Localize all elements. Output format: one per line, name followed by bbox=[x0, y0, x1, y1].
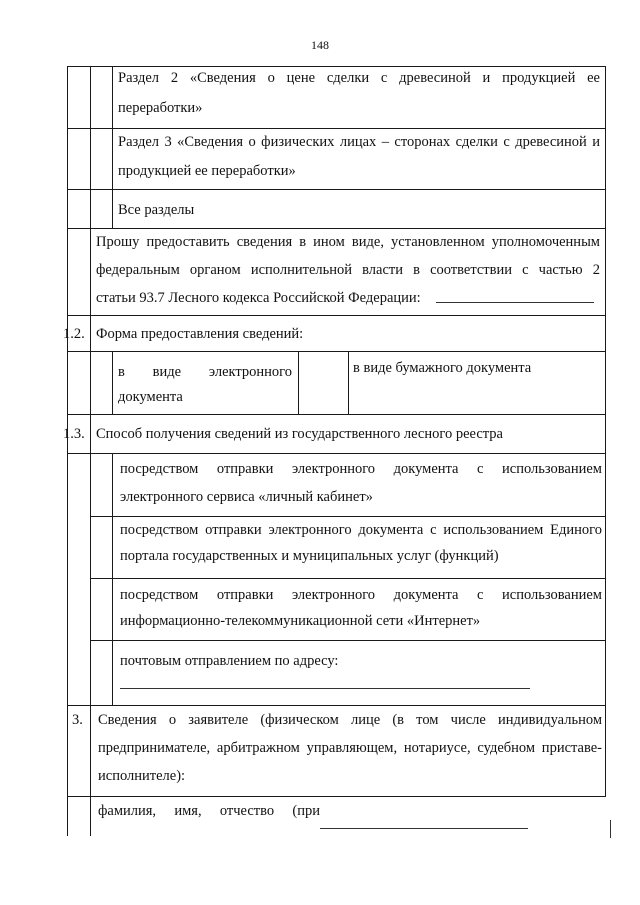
electronic-option-line1: в виде электронного bbox=[118, 364, 292, 380]
electronic-checkbox[interactable] bbox=[298, 352, 348, 413]
row-divider bbox=[67, 315, 606, 316]
mail-address-input[interactable] bbox=[120, 688, 530, 689]
checkbox-column bbox=[348, 351, 349, 414]
checkbox-column bbox=[112, 66, 113, 229]
all-sections: Все разделы bbox=[118, 202, 195, 218]
applicant-line2: предпринимателе, арбитражном управляющем, нотариусе, судебном приставе- bbox=[98, 740, 602, 756]
row-divider bbox=[67, 414, 606, 415]
internet-option-line1: посредством отправки электронного документа с использованием bbox=[120, 587, 602, 603]
border-left bbox=[67, 66, 68, 836]
row-divider bbox=[90, 640, 606, 641]
paper-option: в виде бумажного документа bbox=[353, 360, 532, 376]
checkbox-column bbox=[112, 351, 113, 414]
portal-option-line2: портала государственных и муниципальных услуг (функций) bbox=[120, 548, 499, 564]
item-number-1-3: 1.3. bbox=[63, 426, 85, 442]
applicant-line1: Сведения о заявителе (физическом лице (в том числе индивидуальном bbox=[98, 712, 602, 728]
cabinet-option-line1: посредством отправки электронного документа с использованием bbox=[120, 461, 602, 477]
section3-line1: Раздел 3 «Сведения о физических лицах – сторонах сделки с древесиной и bbox=[118, 134, 600, 150]
other-form-input[interactable] bbox=[436, 302, 594, 303]
item-number-1-2: 1.2. bbox=[63, 326, 85, 342]
page-number: 148 bbox=[311, 38, 329, 52]
fio-input[interactable] bbox=[320, 828, 528, 829]
form-title: Форма предоставления сведений: bbox=[96, 326, 304, 342]
fio-label: фамилия, имя, отчество (при bbox=[98, 803, 320, 819]
applicant-line3: исполнителе): bbox=[98, 768, 186, 784]
other-form-line2: федеральным органом исполнительной власти в соответствии с частью 2 bbox=[96, 262, 600, 278]
item-number-3: 3. bbox=[72, 712, 83, 728]
mail-option: почтовым отправлением по адресу: bbox=[120, 653, 339, 669]
column-divider bbox=[90, 66, 91, 836]
section2-line1: Раздел 2 «Сведения о цене сделки с древесиной и продукцией ее bbox=[118, 70, 600, 86]
row-divider bbox=[90, 578, 606, 579]
other-form-line1: Прошу предоставить сведения в ином виде, установленном уполномоченным bbox=[96, 234, 600, 250]
portal-option-line1: посредством отправки электронного документа с использованием Единого bbox=[120, 522, 602, 538]
cabinet-option-line2: электронного сервиса «личный кабинет» bbox=[120, 489, 373, 505]
scan-mark bbox=[610, 820, 611, 838]
border-right bbox=[605, 66, 606, 796]
section2-line2: переработки» bbox=[118, 100, 203, 116]
electronic-option-line2: документа bbox=[118, 389, 183, 405]
section3-line2: продукцией ее переработки» bbox=[118, 163, 296, 179]
internet-option-line2: информационно-телекоммуникационной сети «Интернет» bbox=[120, 613, 481, 629]
row-divider bbox=[67, 189, 606, 190]
other-form-line3: статьи 93.7 Лесного кодекса Российской Федерации: bbox=[96, 290, 421, 306]
method-title: Способ получения сведений из государственного лесного реестра bbox=[96, 426, 503, 442]
checkbox-column bbox=[112, 453, 113, 705]
